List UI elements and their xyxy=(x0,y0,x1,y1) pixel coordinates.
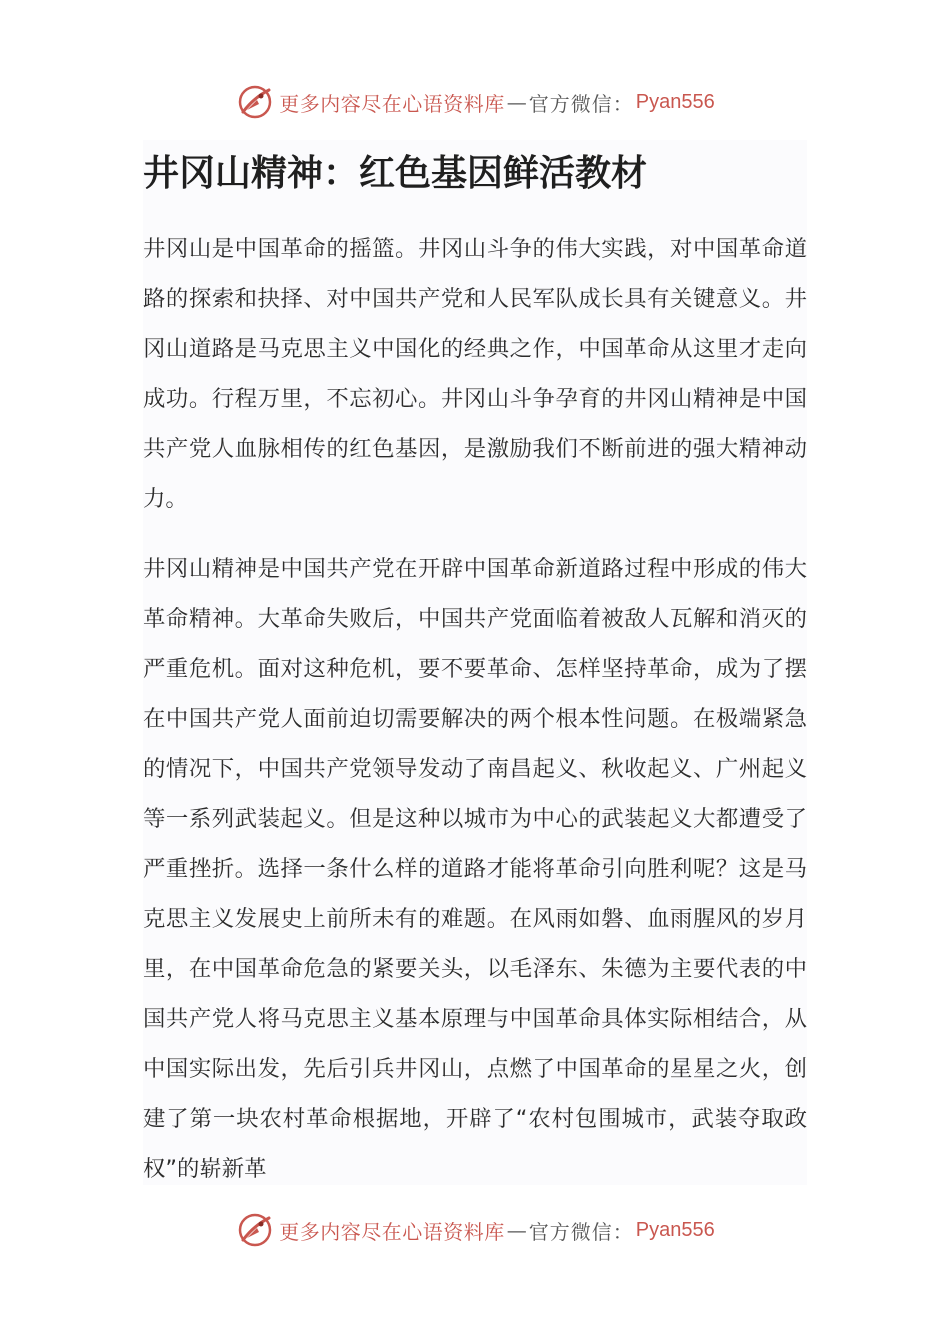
pen-nib-logo-icon xyxy=(235,1210,275,1250)
banner-dash: — xyxy=(506,90,527,114)
banner-wechat-label: 官方微信： xyxy=(528,91,634,116)
paragraph-1: 井冈山是中国革命的摇篮。井冈山斗争的伟大实践，对中国革命道路的探索和抉择、对中国共产党和人民军队成长具有关键意义。井冈山道路是马克思主义中国化的经典之作，中国革命从这里才走向成功。行程万里，不忘初心。井冈山斗争孕育的井冈山精神是中国共产党人血脉相传的红色基因，是激励我们不断前进的强大精神动力。 xyxy=(143,236,807,512)
banner-slogan: 更多内容尽在心语资料库 xyxy=(279,1219,505,1244)
pen-nib-logo-icon xyxy=(235,82,275,122)
article-body xyxy=(143,140,807,1185)
paragraph-2: 井冈山精神是中国共产党在开辟中国革命新道路过程中形成的伟大革命精神。大革命失败后，中国共产党面临着被敌人瓦解和消灭的严重危机。面对这种危机，要不要革命、怎样坚持革命，成为了摆在中国共产党人面前迫切需要解决的两个根本性问题。在极端紧急的情况下，中国共产党领导发动了南昌起义、秋收起义、广州起义等一系列武装起义。但是这种以城市为中心的武装起义大都遭受了严重挫折。选择一条什么样的道路才能将革命引向胜利呢？这是马克思主义发展史上前所未有的难题。在风雨如磐、血雨腥风的岁月里，在中国革命危急的紧要关头，以毛泽东、朱德为主要代表的中国共产党人将马克思主义基本原理与中国革命具体实际相结合，从中国实际出发，先后引兵井冈山，点燃了中国革命的星星之火，创建了第一块农村革命根据地，开辟了“农村包围城市，武装夺取政权”的崭新革 xyxy=(143,556,807,1182)
banner-slogan: 更多内容尽在心语资料库 xyxy=(279,91,505,116)
footer-banner xyxy=(0,1210,950,1250)
article-title: 井冈山精神：红色基因鲜活教材 xyxy=(143,153,648,194)
banner-wechat-label: 官方微信： xyxy=(528,1219,634,1244)
banner-dash: — xyxy=(506,1218,527,1242)
header-banner xyxy=(0,82,950,122)
banner-wechat-id: Pyan556 xyxy=(635,90,715,113)
banner-wechat-id: Pyan556 xyxy=(635,1218,715,1241)
